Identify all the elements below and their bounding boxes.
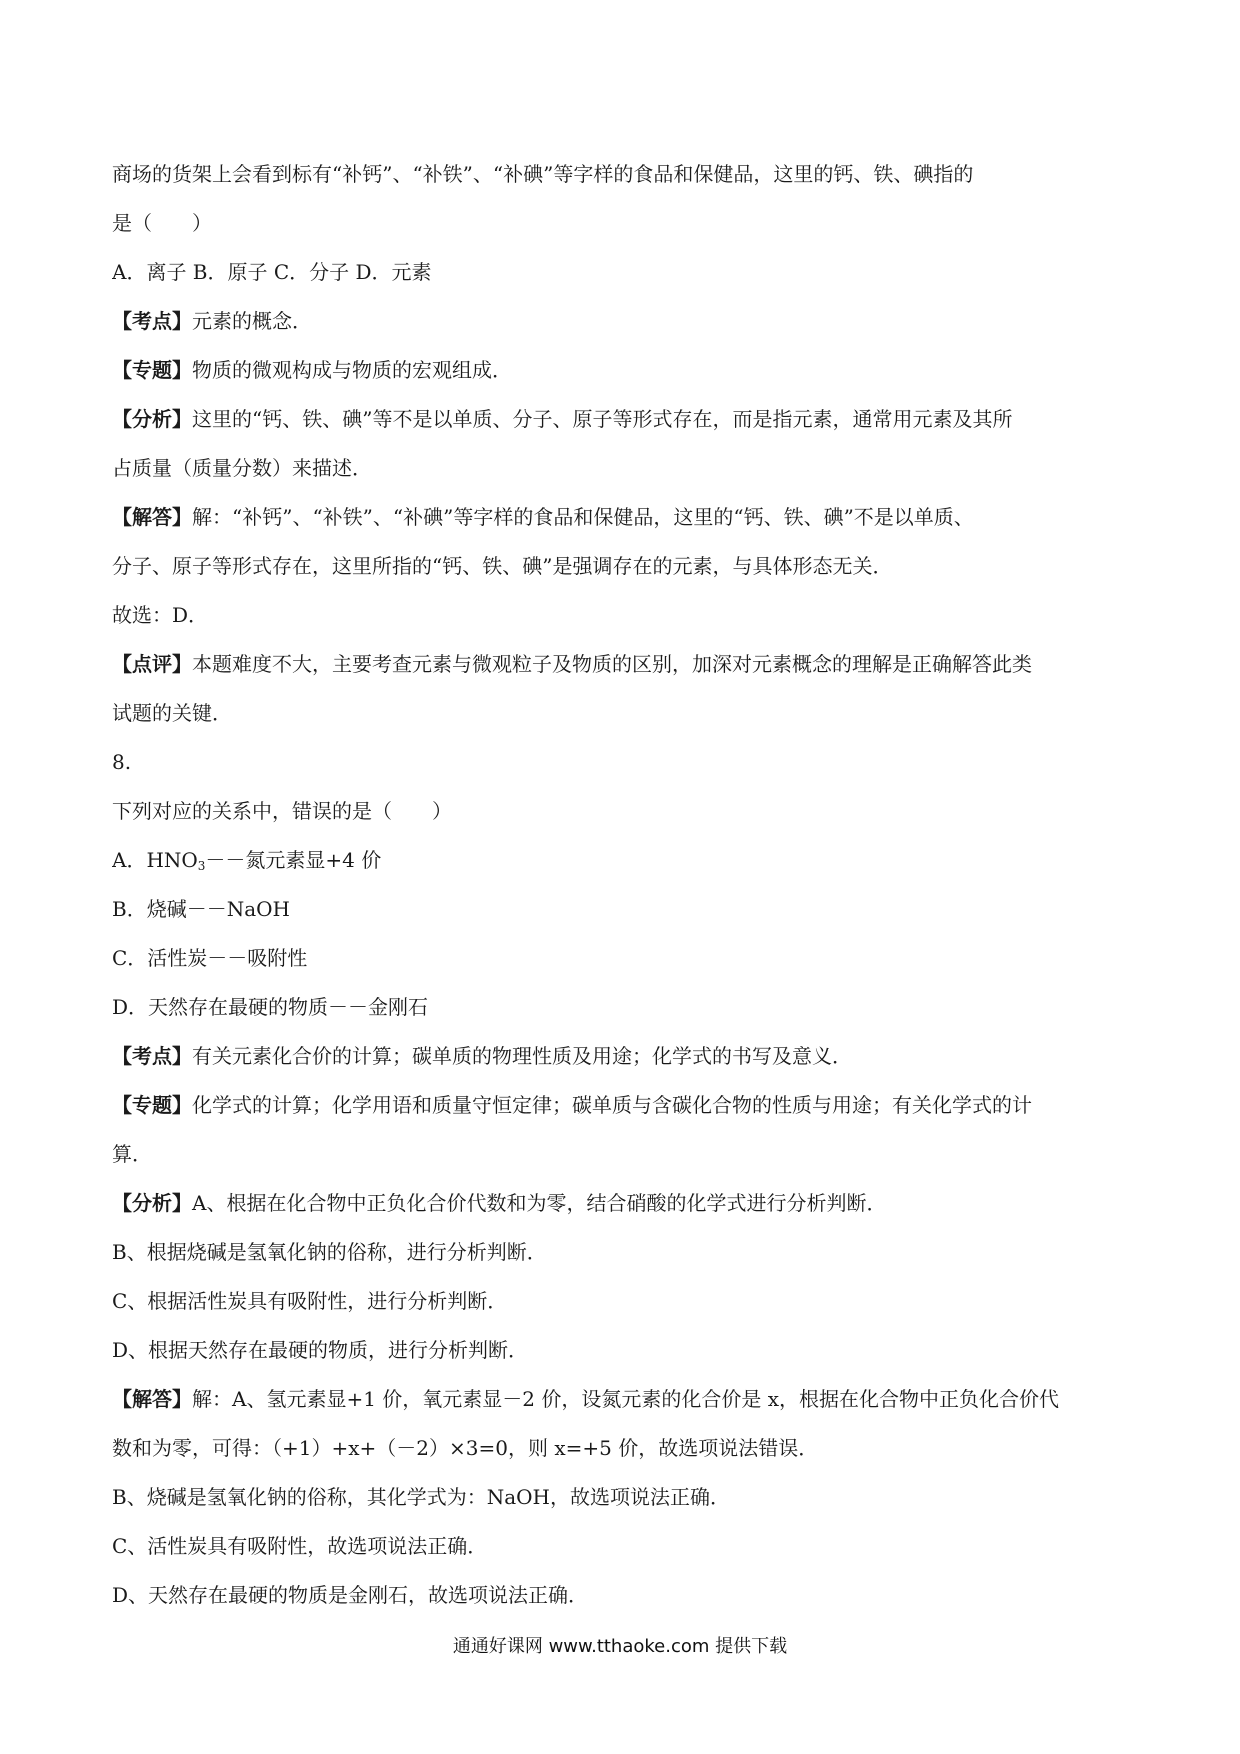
q8-zhuanti-line-2: 算．: [112, 1142, 152, 1166]
kaodian-tag: 【考点】: [112, 1044, 192, 1068]
page-footer: 通通好课网 www.tthaoke.com 提供下载: [452, 1636, 788, 1657]
fenxi-tag: 【分析】: [112, 407, 192, 431]
zhuanti-tag: 【专题】: [112, 358, 192, 382]
q7-answer: 故选：D．: [112, 603, 209, 627]
q8-jieda-line-2: 数和为零，可得：（+1）+x+（－2）×3=0，则 x=+5 价，故选项说法错误．: [112, 1436, 819, 1460]
fenxi-tag: 【分析】: [112, 1191, 192, 1215]
q8-option-a: A．$HNO_3--$氮元素显+4 价: [112, 848, 382, 873]
q8-option-d: D．天然存在最硬的物质－－金刚石: [112, 995, 429, 1019]
q7-kaodian: 【考点】元素的概念．: [112, 309, 312, 333]
q8-fenxi-line-4: D、根据天然存在最硬的物质，进行分析判断．: [112, 1338, 529, 1362]
q8-option-b: B．烧碱－－NaOH: [112, 897, 290, 921]
q8-jieda-line-1: 【解答】解：A、氢元素显+1 价，氧元素显－2 价，设氮元素的化合价是 x，根据在化合物中正负化合价代: [112, 1387, 1060, 1411]
jieda-tag: 【解答】: [112, 505, 192, 529]
q7-jieda-line-2: 分子、原子等形式存在，这里所指的“钙、铁、碘”是强调存在的元素，与具体形态无关．: [112, 554, 893, 578]
q7-stem-line-1: 商场的货架上会看到标有“补钙”、“补铁”、“补碘”等字样的食品和保健品，这里的钙、铁、碘指的: [112, 162, 974, 186]
zhuanti-tag: 【专题】: [112, 1093, 192, 1117]
q7-jieda-line-1: 【解答】解：“补钙”、“补铁”、“补碘”等字样的食品和保健品，这里的“钙、铁、碘”不是以单质、: [112, 505, 974, 529]
q8-fenxi-line-2: B、根据烧碱是氢氧化钠的俗称，进行分析判断．: [112, 1240, 547, 1264]
q7-dianping-line-1: 【点评】本题难度不大，主要考查元素与微观粒子及物质的区别，加深对元素概念的理解是正确解答此类: [112, 652, 1032, 676]
q7-zhuanti: 【专题】物质的微观构成与物质的宏观组成．: [112, 358, 512, 382]
page-content: [112, 150, 1132, 1620]
q8-fenxi-line-1: 【分析】A、根据在化合物中正负化合价代数和为零，结合硝酸的化学式进行分析判断．: [112, 1191, 887, 1215]
q7-fenxi-line-2: 占质量（质量分数）来描述．: [112, 456, 372, 480]
q8-fenxi-line-3: C、根据活性炭具有吸附性，进行分析判断．: [112, 1289, 508, 1313]
q8-kaodian: 【考点】有关元素化合价的计算；碳单质的物理性质及用途；化学式的书写及意义．: [112, 1044, 852, 1068]
q8-jieda-line-3: B、烧碱是氢氧化钠的俗称，其化学式为：NaOH，故选项说法正确．: [112, 1485, 730, 1509]
kaodian-tag: 【考点】: [112, 309, 192, 333]
q8-jieda-line-5: D、天然存在最硬的物质是金刚石，故选项说法正确．: [112, 1583, 589, 1607]
q8-jieda-line-4: C、活性炭具有吸附性，故选项说法正确．: [112, 1534, 488, 1558]
q8-number: 8.: [112, 750, 132, 774]
dianping-tag: 【点评】: [112, 652, 192, 676]
q7-dianping-line-2: 试题的关键．: [112, 701, 232, 725]
q8-option-c: C．活性炭－－吸附性: [112, 946, 308, 970]
q8-zhuanti-line-1: 【专题】化学式的计算；化学用语和质量守恒定律；碳单质与含碳化合物的性质与用途；有关化学式的计: [112, 1093, 1032, 1117]
q7-fenxi-line-1: 【分析】这里的“钙、铁、碘”等不是以单质、分子、原子等形式存在，而是指元素，通常用元素及其所: [112, 407, 1013, 431]
q7-options: A．离子 B．原子 C．分子 D．元素: [112, 260, 432, 284]
q8-stem: 下列对应的关系中，错误的是（ ）: [112, 799, 452, 823]
jieda-tag: 【解答】: [112, 1387, 192, 1411]
q7-stem-line-2: 是（ ）: [112, 211, 212, 235]
